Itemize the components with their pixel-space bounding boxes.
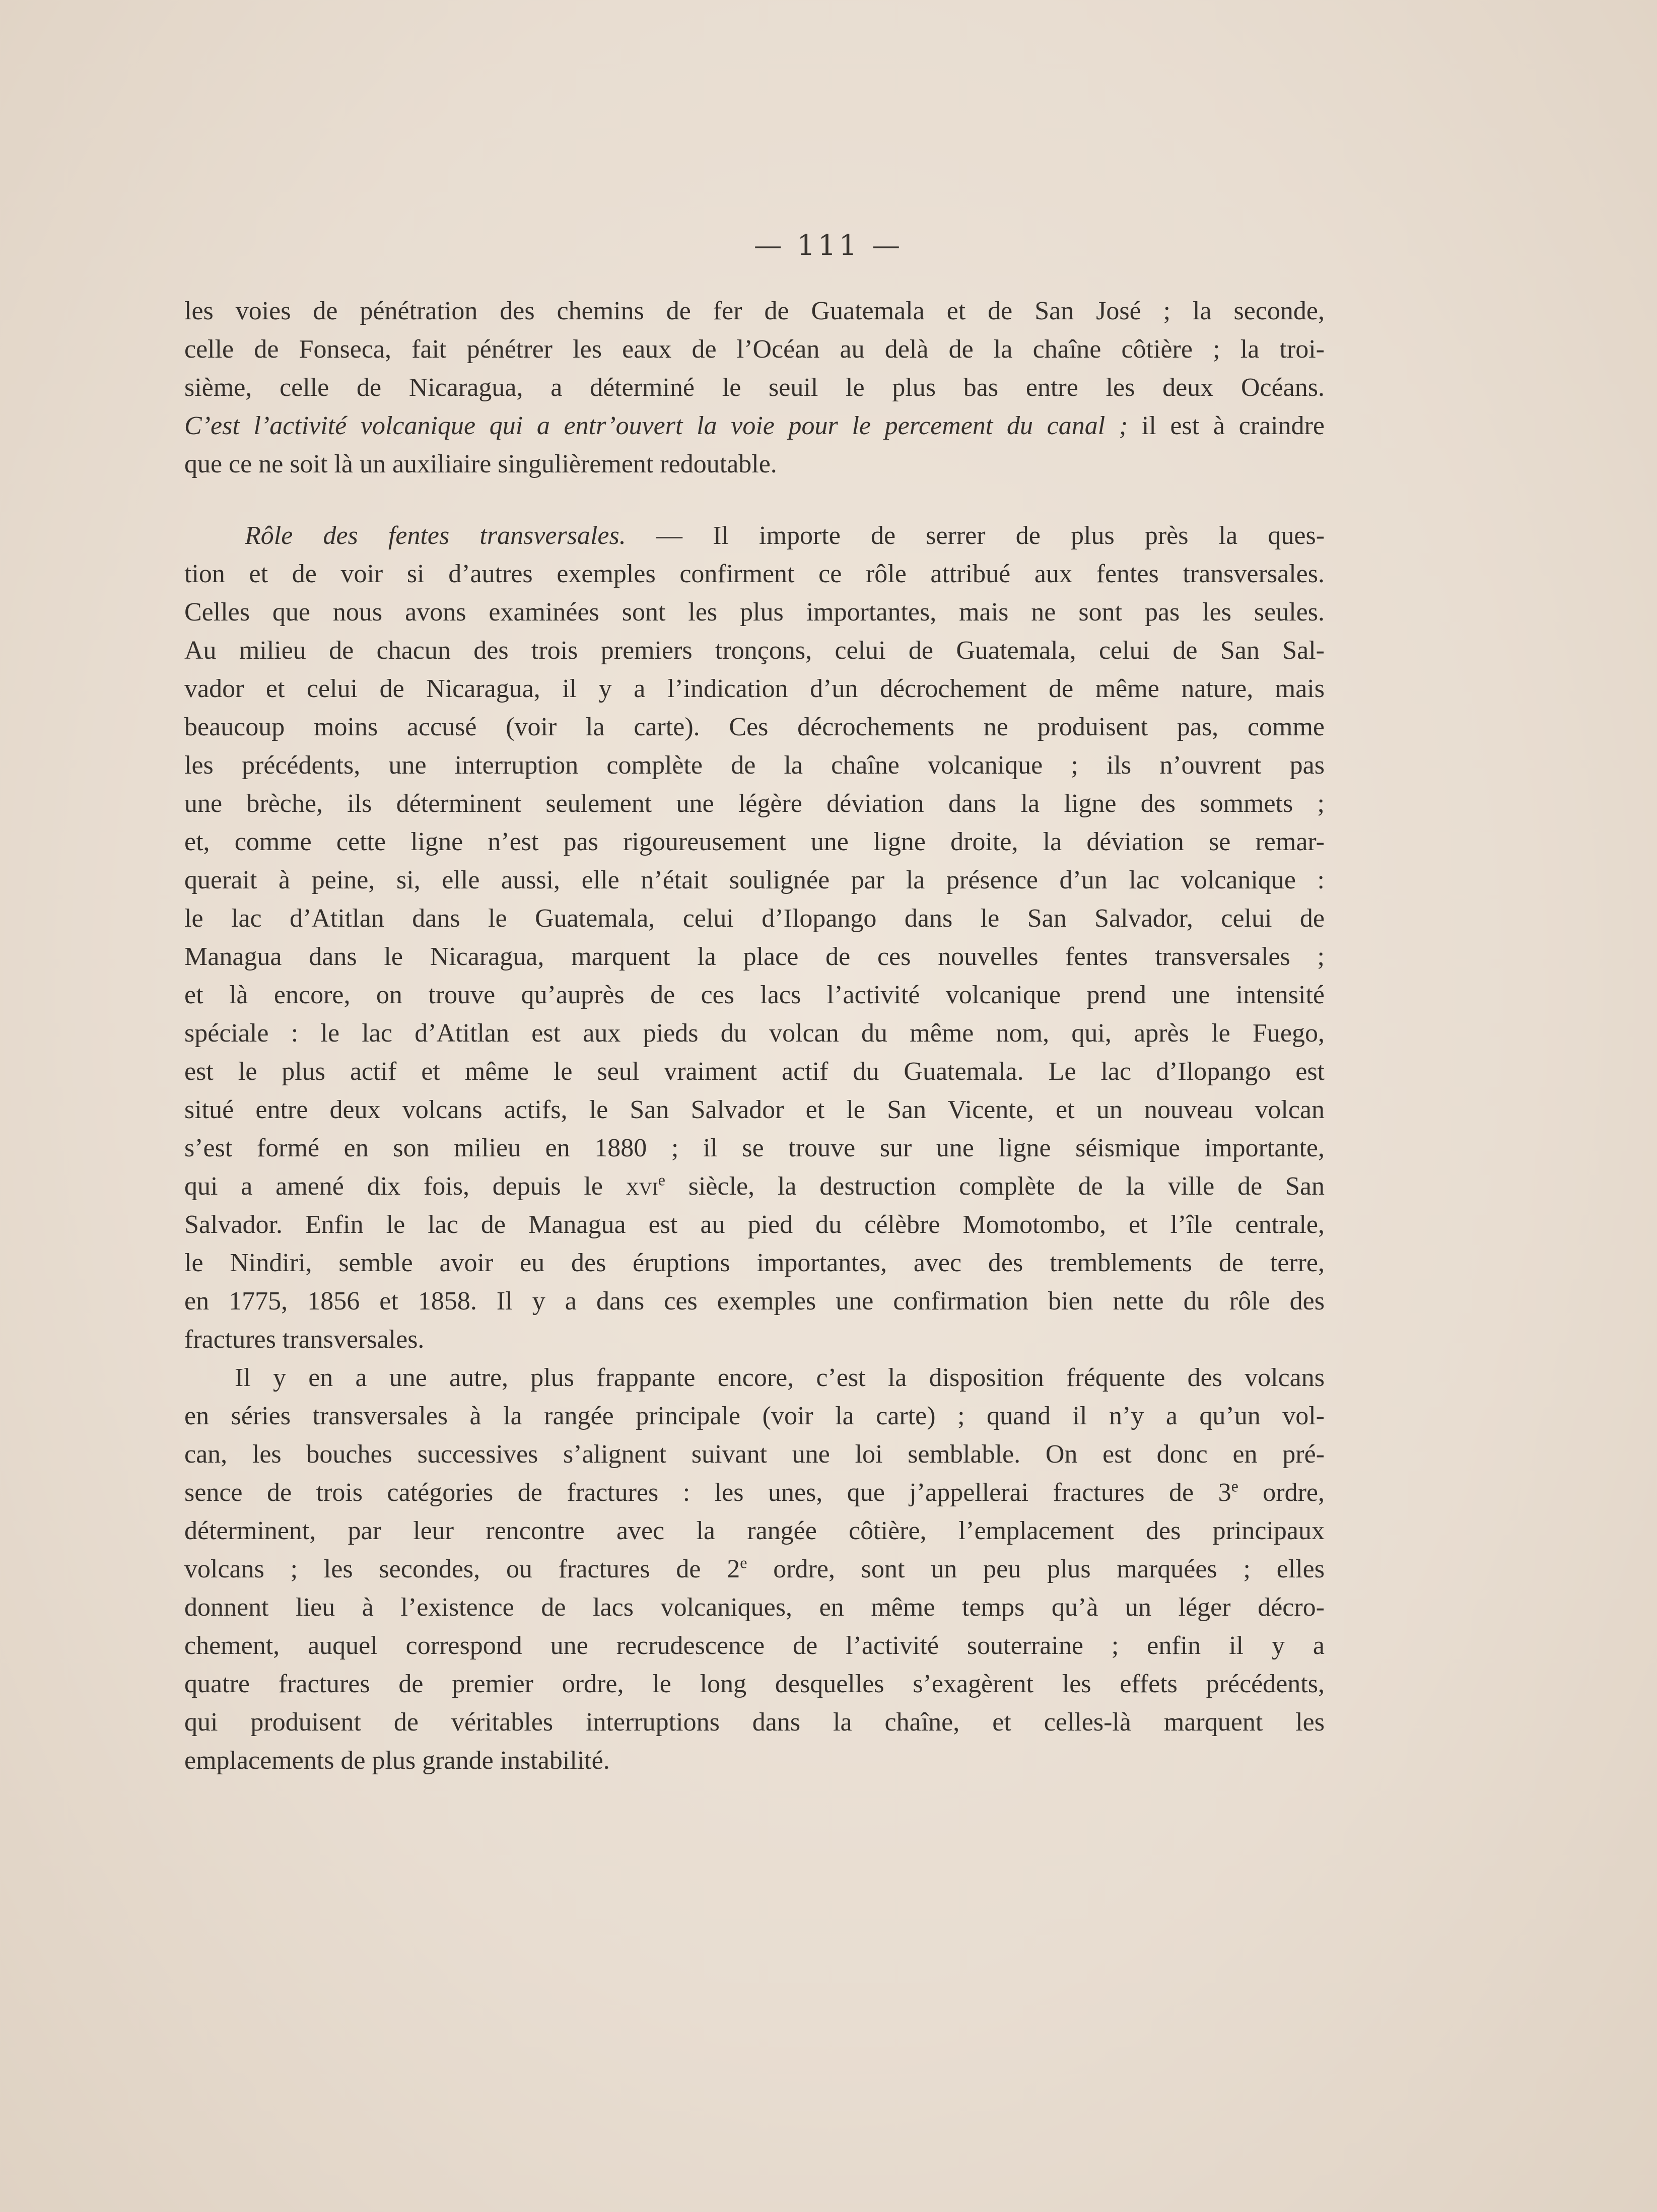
text-line: les voies de pénétration des chemins de fer de Guatemala et de San José ; la seconde,	[184, 297, 1325, 325]
text-line	[245, 517, 1325, 555]
text-line: Managua dans le Nicaragua, marquent la place de ces nouvelles fentes transversales ;	[184, 942, 1325, 971]
century-superscript: e	[658, 1170, 665, 1189]
text-line: celle de Fonseca, fait pénétrer les eaux de l’Océan au delà de la chaîne côtière ; la troi-	[184, 335, 1325, 364]
text-line: Salvador. Enfin le lac de Managua est au pied du célèbre Momotombo, et l’île centrale,	[184, 1210, 1325, 1239]
text-line: et, comme cette ligne n’est pas rigoureusement une ligne droite, la déviation se remar-	[184, 827, 1325, 856]
text-line: une brèche, ils déterminent seulement une légère déviation dans la ligne des sommets ;	[184, 789, 1325, 818]
page-number: — 111 —	[753, 229, 904, 262]
text-line: spéciale : le lac d’Atitlan est aux pieds du volcan du même nom, qui, après le Fuego,	[184, 1019, 1325, 1048]
text-span: volcans ; les secondes, ou fractures de 2	[184, 1555, 740, 1583]
text-line: est le plus actif et même le seul vraiment actif du Guatemala. Le lac d’Ilopango est	[184, 1057, 1325, 1086]
text-line: en 1775, 1856 et 1858. Il y a dans ces exemples une confirmation bien nette du rôle des	[184, 1287, 1325, 1316]
text-line	[184, 1167, 1325, 1206]
text-line: situé entre deux volcans actifs, le San Salvador et le San Vicente, et un nouveau volcan	[184, 1095, 1325, 1124]
text-line: querait à peine, si, elle aussi, elle n’était soulignée par la présence d’un lac volcanique :	[184, 866, 1325, 894]
text-line: qui produisent de véritables interruptions dans la chaîne, et celles-là marquent les	[184, 1708, 1325, 1737]
italic-phrase: C’est l’activité volcanique qui a entr’ouvert la voie pour le percement du canal ;	[184, 411, 1128, 440]
text-line: le Nindiri, semble avoir eu des éruptions importantes, avec des tremblements de terre,	[184, 1249, 1325, 1277]
text-line: emplacements de plus grande instabilité.	[184, 1746, 610, 1775]
text-line: Il y en a une autre, plus frappante encore, c’est la disposition fréquente des volcans	[235, 1363, 1325, 1392]
text-span: ordre,	[1263, 1478, 1325, 1507]
text-span: sence de trois catégories de fractures : les unes, que j’appellerai fractures de 3	[184, 1478, 1231, 1507]
ordinal-superscript: e	[740, 1553, 747, 1572]
text-line	[184, 407, 1325, 445]
text-line: que ce ne soit là un auxiliaire singulièrement redoutable.	[184, 450, 777, 478]
text-line	[184, 1474, 1325, 1512]
text-line: s’est formé en son milieu en 1880 ; il se trouve sur une ligne séismique importante,	[184, 1134, 1325, 1162]
text-line: déterminent, par leur rencontre avec la rangée côtière, l’emplacement des principaux	[184, 1516, 1325, 1545]
ordinal-superscript: e	[1231, 1477, 1238, 1495]
text-span: siècle, la destruction complète de la ville de San	[688, 1172, 1325, 1201]
text-line: vador et celui de Nicaragua, il y a l’indication d’un décrochement de même nature, mais	[184, 674, 1325, 703]
text-line: et là encore, on trouve qu’auprès de ces lacs l’activité volcanique prend une intensité	[184, 981, 1325, 1009]
text-line: le lac d’Atitlan dans le Guatemala, celui d’Ilopango dans le San Salvador, celui de	[184, 904, 1325, 933]
text-line: tion et de voir si d’autres exemples confirment ce rôle attribué aux fentes transversales.	[184, 560, 1325, 588]
century-roman: xvi	[626, 1172, 658, 1201]
text-line: Au milieu de chacun des trois premiers tronçons, celui de Guatemala, celui de San Sal-	[184, 636, 1325, 665]
text-line: en séries transversales à la rangée principale (voir la carte) ; quand il n’y a qu’un vol-	[184, 1402, 1325, 1430]
text-line	[184, 1550, 1325, 1588]
text-span: il est à craindre	[1141, 411, 1325, 440]
text-line: can, les bouches successives s’alignent suivant une loi semblable. On est donc en pré-	[184, 1440, 1325, 1469]
century-numeral	[626, 1172, 665, 1201]
text-line: beaucoup moins accusé (voir la carte). Ces décrochements ne produisent pas, comme	[184, 713, 1325, 741]
text-line: sième, celle de Nicaragua, a déterminé le seuil le plus bas entre les deux Océans.	[184, 373, 1325, 402]
text-line: chement, auquel correspond une recrudescence de l’activité souterraine ; enfin il y a	[184, 1631, 1325, 1660]
text-span: ordre, sont un peu plus marquées ; elles	[773, 1555, 1325, 1583]
text-line: donnent lieu à l’existence de lacs volcaniques, en même temps qu’à un léger décro-	[184, 1593, 1325, 1622]
text-span: qui a amené dix fois, depuis le	[184, 1172, 603, 1201]
text-span: — Il importe de serrer de plus près la ques-	[656, 521, 1325, 550]
section-heading: Rôle des fentes transversales.	[245, 521, 626, 550]
text-line: quatre fractures de premier ordre, le long desquelles s’exagèrent les effets précédents,	[184, 1670, 1325, 1698]
text-line: les précédents, une interruption complète de la chaîne volcanique ; ils n’ouvrent pas	[184, 751, 1325, 780]
text-line: Celles que nous avons examinées sont les plus importantes, mais ne sont pas les seules.	[184, 598, 1325, 627]
text-line: fractures transversales.	[184, 1325, 425, 1354]
